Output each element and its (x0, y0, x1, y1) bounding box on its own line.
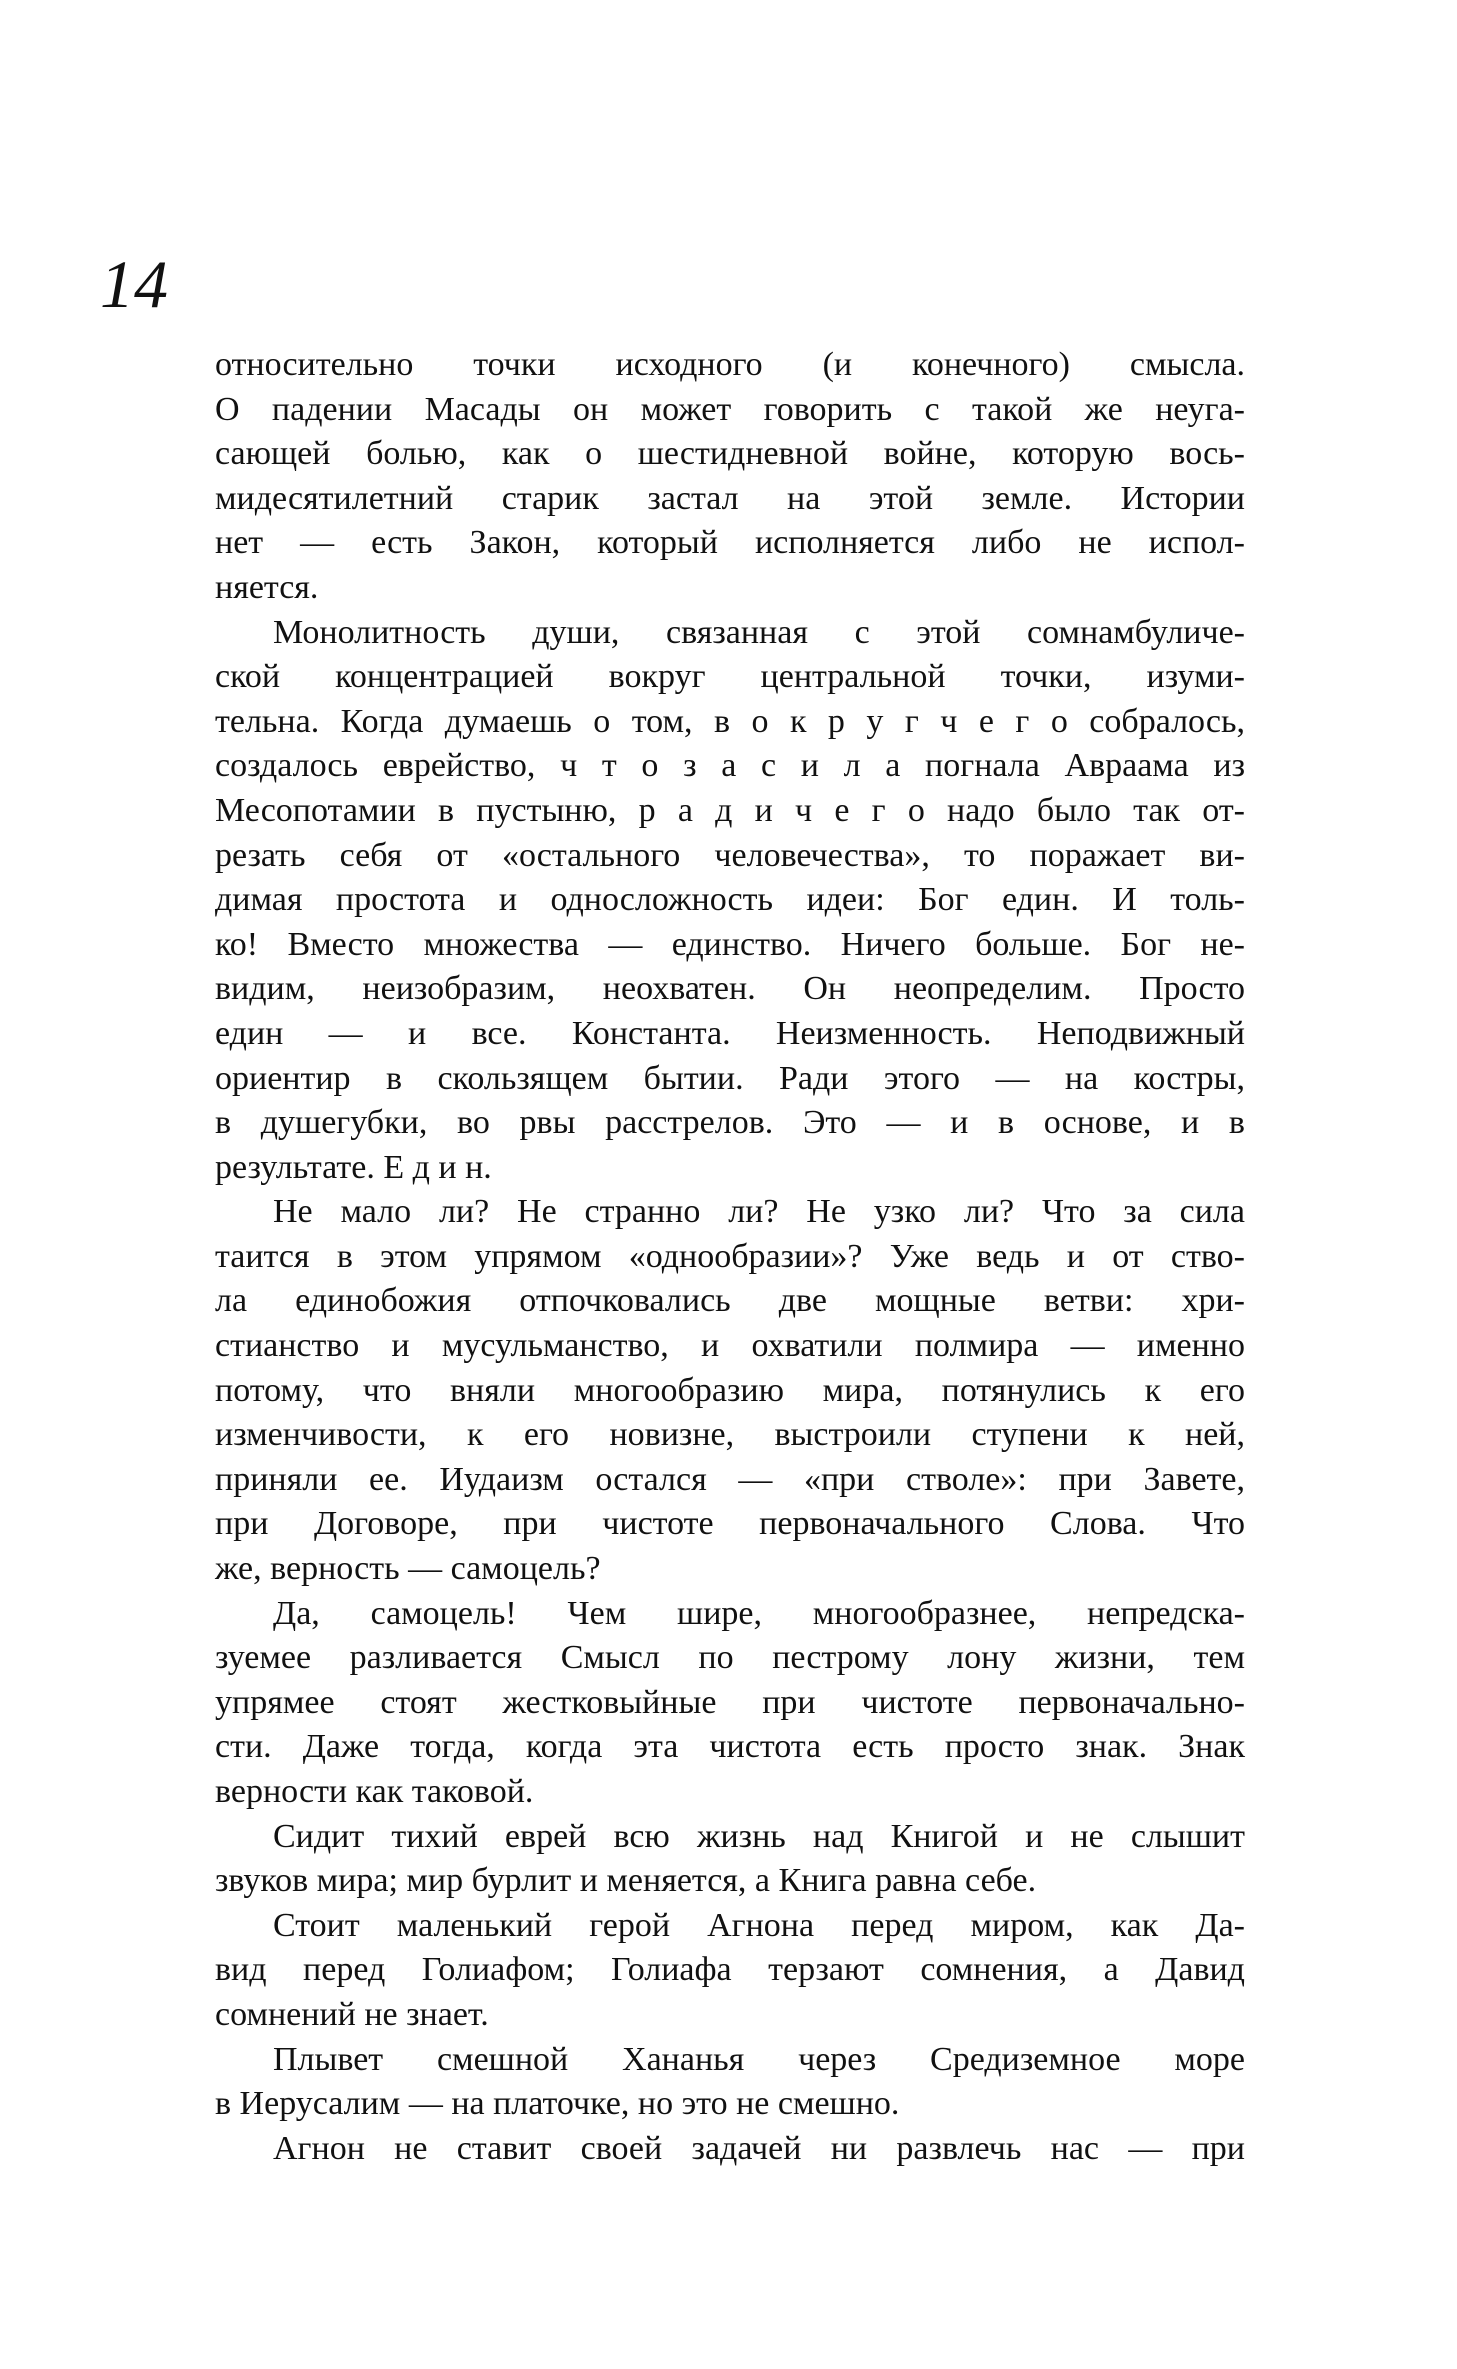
text-line: потому, что вняли многообразию мира, потянулись к его (215, 1371, 1245, 1409)
page-number: 14 (100, 246, 168, 322)
paragraph (215, 2127, 1245, 2172)
text-line: Сидит тихий еврей всю жизнь над Книгой и не слышит (273, 1817, 1245, 1855)
text-line: Месопотамии в пустыню, р а д и ч е г о надо было так от- (215, 791, 1245, 829)
text-line: един — и все. Константа. Неизменность. Неподвижный (215, 1014, 1245, 1052)
paragraph (215, 1815, 1245, 1904)
text-line: зуемее разливается Смысл по пестрому лону жизни, тем (215, 1639, 1245, 1677)
paragraph (215, 343, 1245, 611)
text-line: в душегубки, во рвы расстрелов. Это — и в основе, и в (215, 1104, 1245, 1142)
text-line: Агнон не ставит своей задачей ни развлечь нас — при (273, 2129, 1245, 2167)
text-line: ко! Вместо множества — единство. Ничего больше. Бог не- (215, 925, 1245, 963)
text-line: няется. (215, 568, 319, 606)
paragraph (215, 2038, 1245, 2127)
text-line: Не мало ли? Не странно ли? Не узко ли? Что за сила (273, 1193, 1245, 1231)
text-line: же, верность — самоцель? (215, 1550, 601, 1588)
text-line: приняли ее. Иудаизм остался — «при стволе»: при Завете, (215, 1460, 1245, 1498)
text-line: при Договоре, при чистоте первоначального Слова. Что (215, 1505, 1245, 1543)
paragraph (215, 1904, 1245, 2038)
paragraph (215, 611, 1245, 1191)
text-line: О падении Масады он может говорить с такой же неуга- (215, 390, 1245, 428)
text-line: звуков мира; мир бурлит и меняется, а Книга равна себе. (215, 1862, 1037, 1900)
body-text (215, 343, 1245, 2171)
text-line: видим, неизобразим, неохватен. Он неопределим. Просто (215, 970, 1245, 1008)
text-line: изменчивости, к его новизне, выстроили ступени к ней, (215, 1416, 1245, 1454)
text-line: упрямее стоят жестковыйные при чистоте первоначально- (215, 1683, 1245, 1721)
text-line: Плывет смешной Хананья через Средиземное море (273, 2040, 1245, 2078)
text-line: таится в этом упрямом «однообразии»? Уже ведь и от ство- (215, 1237, 1245, 1275)
text-line: тельна. Когда думаешь о том, в о к р у г ч е г о собралось, (215, 702, 1245, 740)
text-line: ориентир в скользящем бытии. Ради этого — на костры, (215, 1059, 1245, 1097)
text-line: в Иерусалим — на платочке, но это не смешно. (215, 2085, 900, 2123)
text-line: ла единобожия отпочковались две мощные ветви: хри- (215, 1282, 1245, 1320)
text-line: ской концентрацией вокруг центральной точки, изуми- (215, 658, 1245, 696)
text-line: резать себя от «остального человечества», то поражает ви- (215, 836, 1245, 874)
text-line: Да, самоцель! Чем шире, многообразнее, непредска- (273, 1594, 1245, 1632)
text-line: стианство и мусульманство, и охватили полмира — именно (215, 1327, 1245, 1365)
text-line: мидесятилетний старик застал на этой земле. Истории (215, 479, 1245, 517)
text-line: создалось еврейство, ч т о з а с и л а погнала Авраама из (215, 747, 1245, 785)
paragraph (215, 1190, 1245, 1591)
text-line: верности как таковой. (215, 1773, 534, 1810)
text-line: димая простота и односложность идеи: Бог един. И толь- (215, 881, 1245, 919)
text-line: Монолитность души, связанная с этой сомнамбуличе- (273, 613, 1245, 651)
text-line: вид перед Голиафом; Голиафа терзают сомнения, а Давид (215, 1951, 1245, 1989)
text-line: результате. Е д и н. (215, 1148, 492, 1186)
text-line: относительно точки исходного (и конечного) смысла. (215, 346, 1245, 383)
text-line: нет — есть Закон, который исполняется либо не испол- (215, 524, 1245, 562)
text-line: Стоит маленький герой Агнона перед миром, как Да- (273, 1906, 1245, 1944)
paragraph (215, 1592, 1245, 1815)
text-line: сомнений не знает. (215, 1995, 489, 2033)
text-line: сающей болью, как о шестидневной войне, которую вось- (215, 435, 1245, 473)
text-line: сти. Даже тогда, когда эта чистота есть просто знак. Знак (215, 1728, 1245, 1766)
